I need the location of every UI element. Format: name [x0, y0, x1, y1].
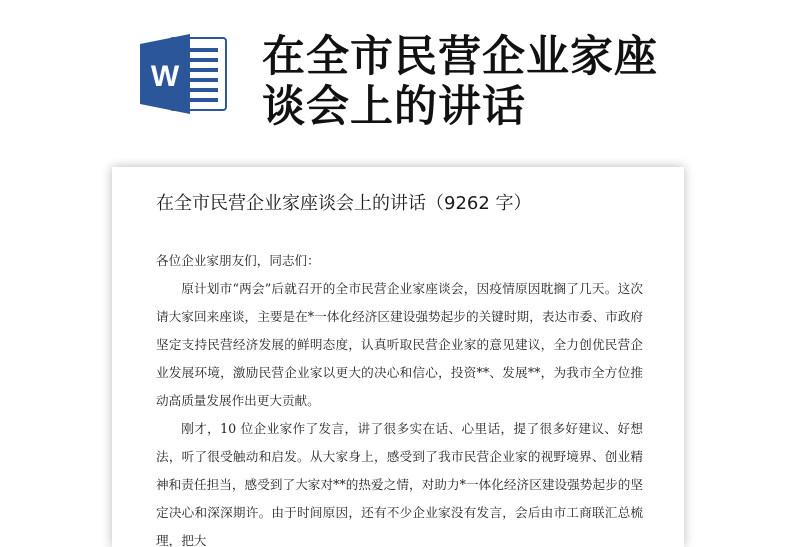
document-body — [156, 247, 643, 547]
banner-title — [262, 32, 732, 132]
banner — [0, 0, 800, 165]
document-title: 在全市民营企业家座谈会上的讲话（9262 字） — [156, 193, 532, 214]
banner-title-line-2: 谈会上的讲话 — [262, 82, 526, 132]
paragraph: 原计划市“两会”后就召开的全市民营企业家座谈会，因疫情原因耽搁了几天。这次请大家回来座谈，主要是在*一体化经济区建设强势起步的关键时期，表达市委、市政府坚定支持民营经济发展的鲜明态度，认真听取民营企业家的意见建议，全力创优民营企业发展环境，激励民营企业家以更大的决心和信心，投资**、发展**，为我市全方位推动高质量发展作出更大贡献。 — [156, 281, 643, 408]
salutation: 各位企业家朋友们，同志们： — [156, 253, 320, 268]
paragraph: 刚才，10 位企业家作了发言，讲了很多实在话、心里话，提了很多好建议、好想法，听了很受触动和启发。从大家身上，感受到了我市民营企业家的视野境界、创业精神和责任担当，感受到了大家对**的热爱之情，对助力*一体化经济区建设强势起步的坚定决心和深深期许。由于时间原因，还有不少企业家没有发言，会后由市工商联汇总梳理，把大 — [156, 421, 643, 547]
word-document-icon — [140, 34, 230, 114]
document-page — [112, 167, 684, 547]
word-icon-letter: W — [150, 60, 180, 93]
banner-title-line-1: 在全市民营企业家座 — [262, 32, 658, 82]
